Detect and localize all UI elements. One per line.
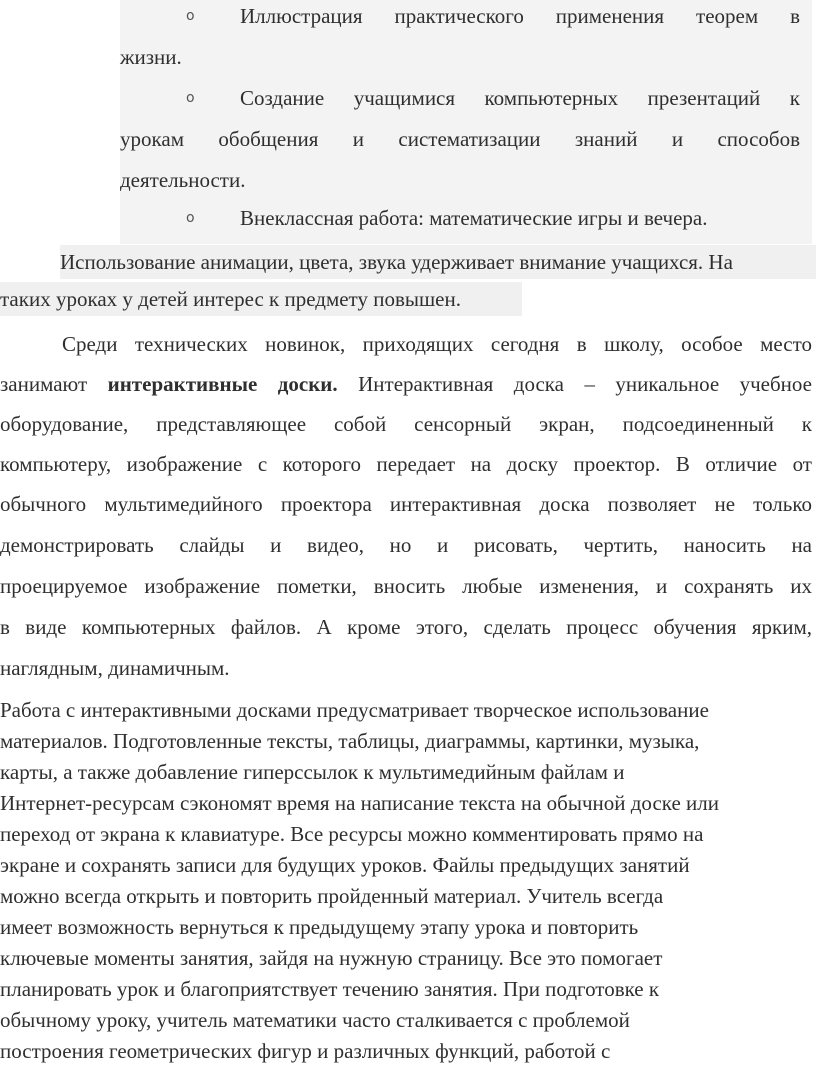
paragraph2-line: экране и сохранять записи для будущих уроков. Файлы предыдущих занятий <box>0 853 690 877</box>
paragraph2-line: обычному уроку, учитель математики часто сталкивается с проблемой <box>0 1008 630 1032</box>
bullet-icon: o <box>186 90 195 106</box>
paragraph-line: занимают интерактивные доски. Интерактивная доска – уникальное учебное <box>0 372 812 396</box>
list-item <box>120 78 800 119</box>
paragraph2-line: Работа с интерактивными досками предусматривает творческое использование <box>0 698 709 722</box>
list-item <box>120 198 800 239</box>
bold-term: интерактивные доски. <box>107 372 338 396</box>
list-item-text: жизни. <box>120 45 182 69</box>
paragraph-line: демонстрировать слайды и видео, но и рисовать, чертить, наносить на <box>0 533 812 557</box>
paragraph2-line: карты, а также добавление гиперссылок к мультимедийным файлам и <box>0 760 625 784</box>
list-item-text: Иллюстрация практического применения теорем в <box>240 4 800 28</box>
highlight-line-2: таких уроках у детей интерес к предмету повышен. <box>0 282 522 316</box>
paragraph2-line: Интернет-ресурсам сэкономят время на написание текста на обычной доске или <box>0 791 719 815</box>
paragraph-line: проецируемое изображение пометки, вносить любые изменения, и сохранять их <box>0 574 812 598</box>
bullet-icon: o <box>186 210 195 226</box>
list-item-continuation <box>120 37 800 78</box>
paragraph-line: в виде компьютерных файлов. А кроме этого, сделать процесс обучения ярким, <box>0 615 812 639</box>
list-item <box>120 0 800 37</box>
paragraph-line: обычного мультимедийного проектора интерактивная доска позволяет не только <box>0 492 812 516</box>
paragraph-line: Среди технических новинок, приходящих сегодня в школу, особое место <box>62 332 812 356</box>
list-item-continuation: урокам обобщения и систематизации знаний и способов <box>120 127 800 151</box>
bullet-icon: o <box>186 8 195 24</box>
list-item-text: деятельности. <box>120 168 246 192</box>
paragraph-line: компьютеру, изображение с которого передает на доску проектор. В отличие от <box>0 452 812 476</box>
paragraph2-line: имеет возможность вернуться к предыдущему этапу урока и повторить <box>0 915 639 939</box>
paragraph2-line: ключевые моменты занятия, зайдя на нужную страницу. Все это помогает <box>0 946 663 970</box>
list-item-text: Внеклассная работа: математические игры и вечера. <box>240 206 708 230</box>
paragraph2-line: построения геометрических фигур и различных функций, работой с <box>0 1039 611 1063</box>
paragraph2-line: планировать урок и благоприятствует течению занятия. При подготовке к <box>0 977 660 1001</box>
paragraph2-line: материалов. Подготовленные тексты, таблицы, диаграммы, картинки, музыка, <box>0 729 700 753</box>
highlight-line-1: Использование анимации, цвета, звука удерживает внимание учащихся. На <box>60 245 816 279</box>
paragraph2-line: переход от экрана к клавиатуре. Все ресурсы можно комментировать прямо на <box>0 822 704 846</box>
bullet-list <box>120 0 812 244</box>
list-item-text: Создание учащимися компьютерных презентаций к <box>240 86 800 110</box>
paragraph-line: наглядным, динамичным. <box>0 656 230 680</box>
paragraph2-line: можно всегда открыть и повторить пройденный материал. Учитель всегда <box>0 884 664 908</box>
paragraph-line: оборудование, представляющее собой сенсорный экран, подсоединенный к <box>0 412 812 436</box>
list-item-continuation <box>120 160 800 201</box>
